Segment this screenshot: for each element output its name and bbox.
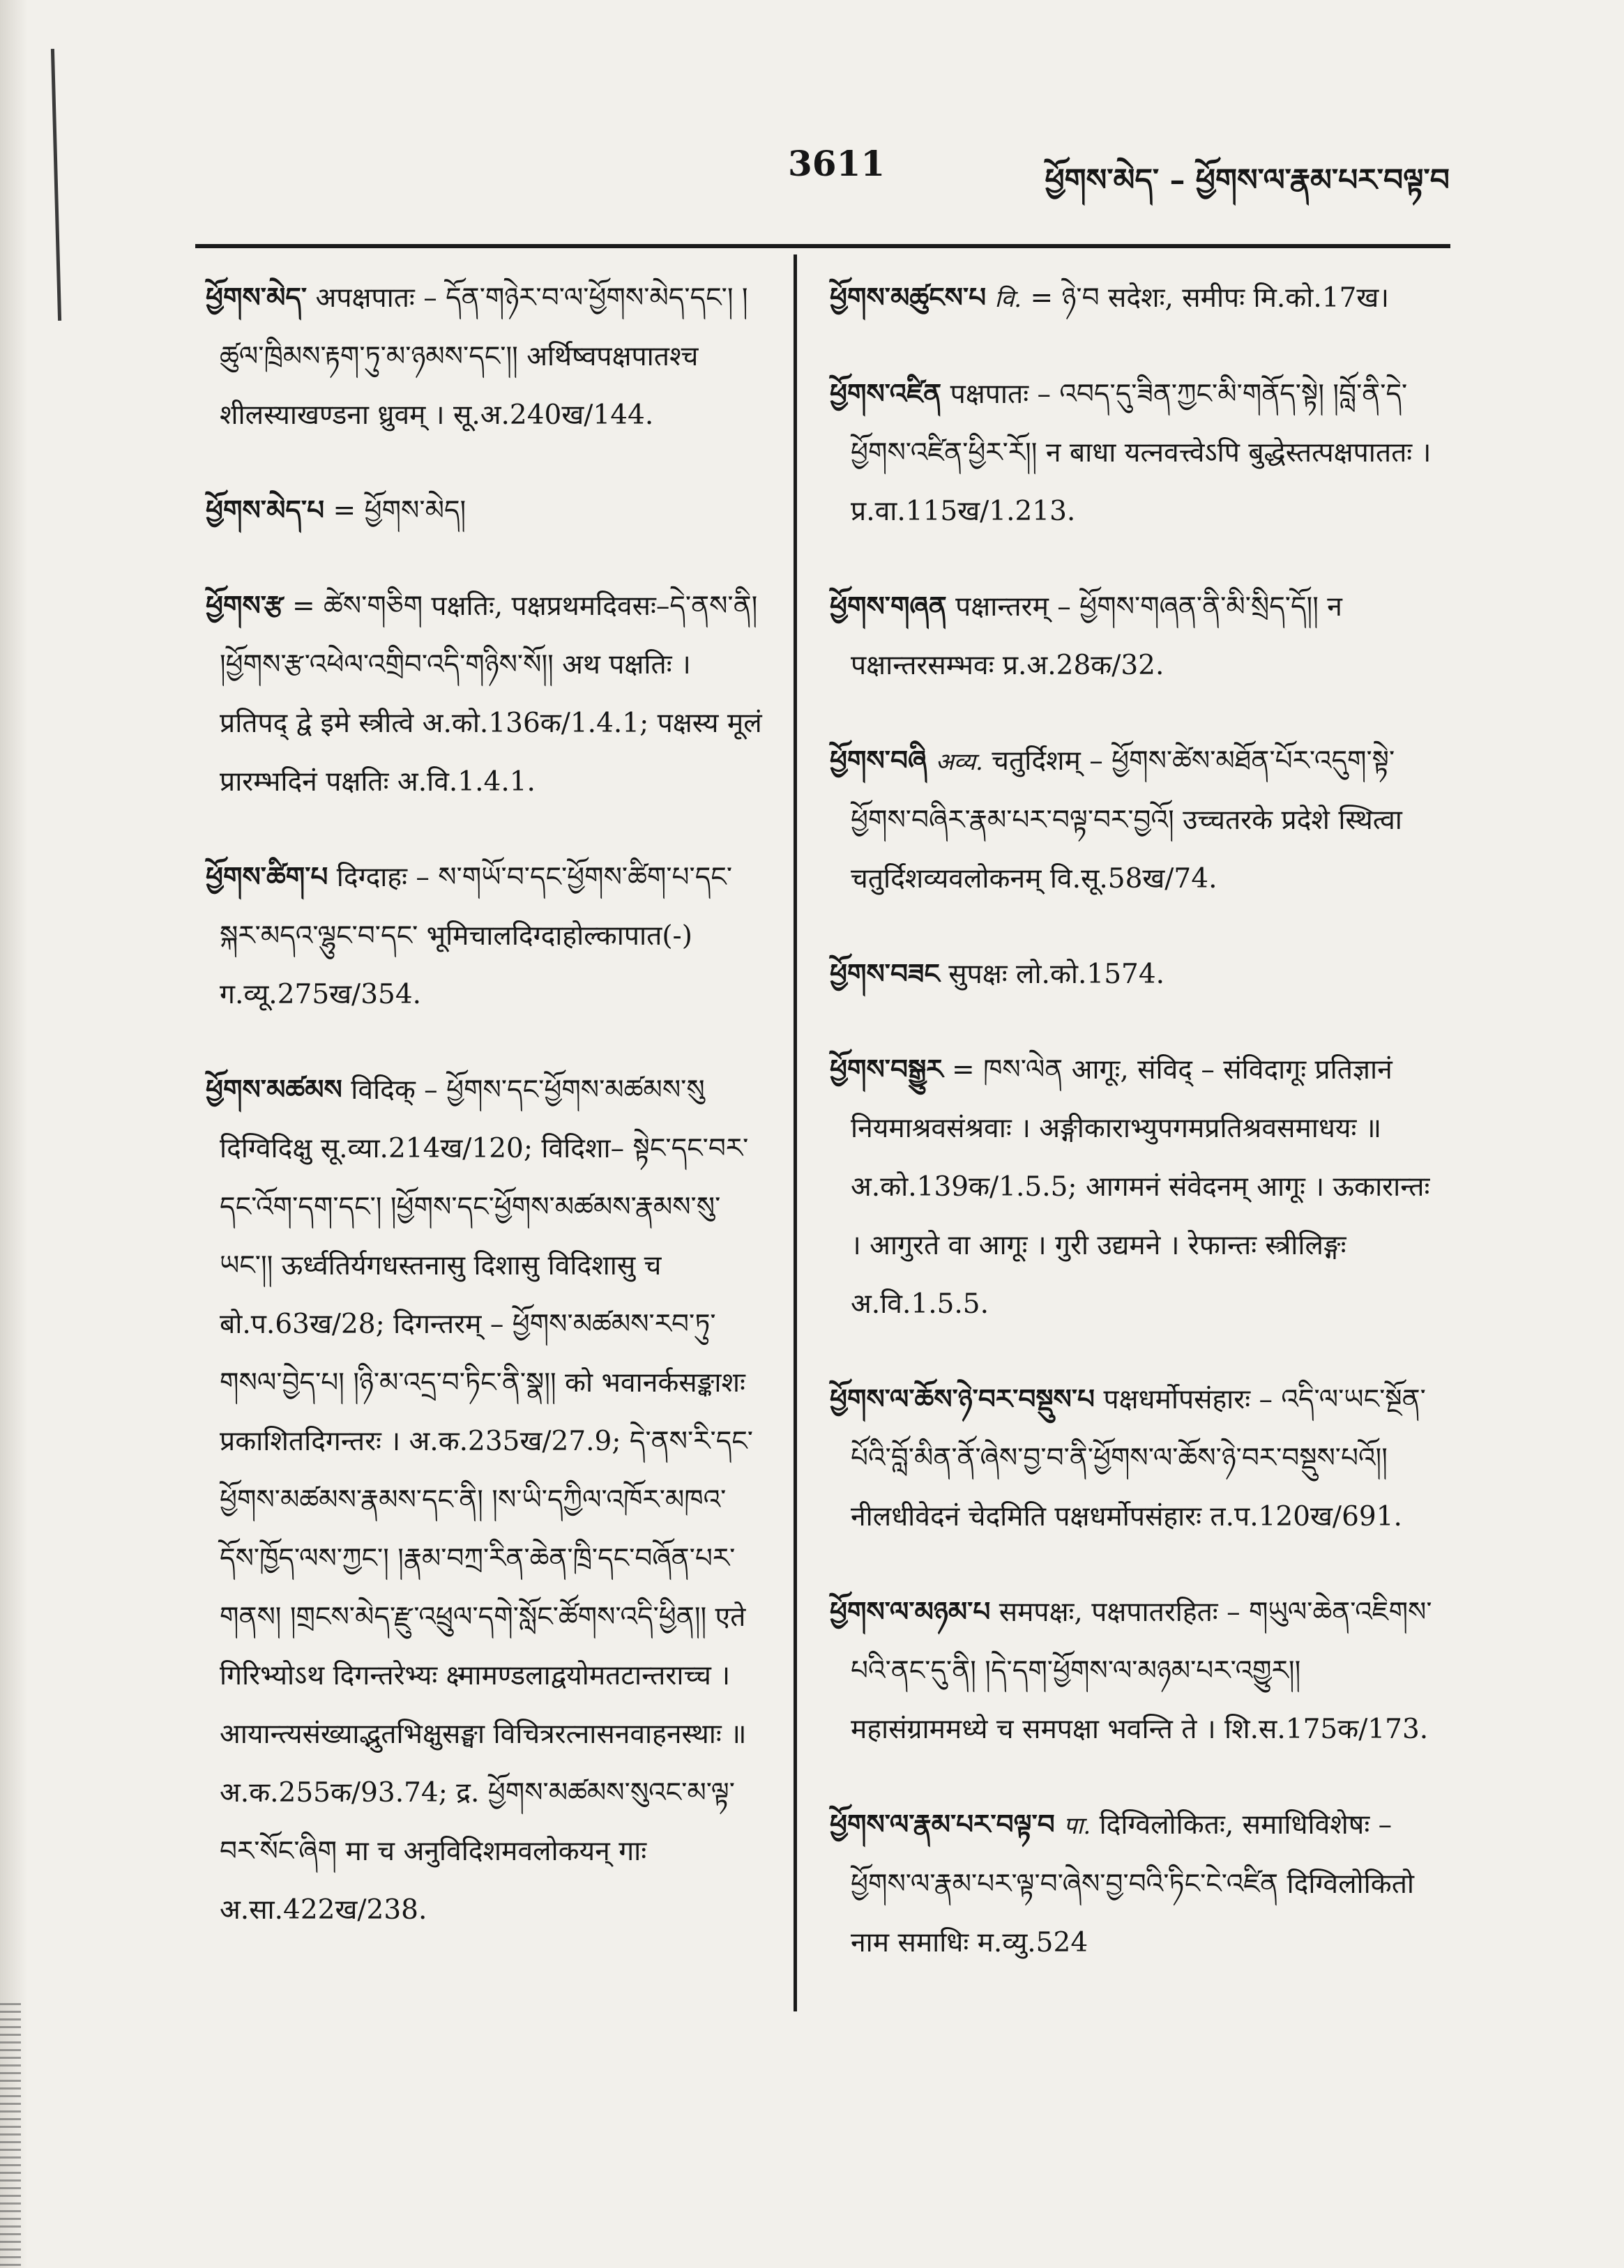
- page-edge-shadow: [0, 0, 28, 2268]
- grammar-label: अव्य.: [935, 748, 983, 776]
- entry-body: पक्षान्तरम् – ཕྱོགས་གཞན་ནི་མི་སྲིད་དོ།། न पक्षान्तरसम्भवः प्र.अ.28क/32.: [851, 591, 1342, 681]
- left-column: [206, 268, 764, 1976]
- margin-scratch-mark: [51, 49, 61, 321]
- grammar-label: पा.: [1063, 1812, 1091, 1840]
- entry-headword: ཕྱོགས་མེད་: [206, 282, 308, 314]
- entry-headword: ཕྱོགས་མཚུངས་པ: [830, 282, 987, 314]
- entry-headword: ཕྱོགས་ལ་ཆོས་ཉེ་བར་བསྡུས་པ: [830, 1383, 1095, 1415]
- entry-headword: ཕྱོགས་མཚམས: [206, 1074, 342, 1106]
- entry-headword: ཕྱོགས་ཚིག་པ: [206, 861, 328, 893]
- entry-body: = ཁས་ལེན आगूः, संविद् – संविदागूः प्रतिज्ञानं नियमाश्रवसंश्रवाः । अङ्गीकाराभ्युपगमप्रतिश्रवसमाधयः ॥ अ.को.139क/1.5.5; आगमनं संवेदनम् आगूः । ऊकारान्तः । आगुरते वा आगूः । गुरी उद्यमने । रेफान्तः स्त्रीलिङ्गः अ.वि.1.5.5.: [851, 1054, 1430, 1320]
- entry-body: = ཚེས་གཅིག पक्षतिः, पक्षप्रथमदिवसः–དེ་ནས་ནི། །ཕྱོགས་རྩ་འཕེལ་འགྲིབ་འདི་གཉིས་སོ།། अथ पक्षतिः । प्रतिपद् द्वे इमे स्त्रीत्वे अ.को.136क/1.4.1; पक्षस्य मूलं प्रारम्भदिनं पक्षतिः अ.वि.1.4.1.: [220, 591, 762, 798]
- entry-body: अपक्षपातः – དོན་གཉེར་བ་ལ་ཕྱོགས་མེད་དང་། །ཚུལ་ཁྲིམས་རྟག་ཏུ་མ་ཉམས་དང་།། अर्थिष्वपक्षपातश्च शीलस्याखण्डना ध्रुवम् । सू.अ.240ख/144.: [220, 282, 748, 431]
- entry-headword: ཕྱོགས་མེད་པ: [206, 494, 325, 526]
- dictionary-entry: [206, 1060, 764, 1940]
- dictionary-entry: [830, 1370, 1440, 1546]
- entry-body: पक्षपातः – འབད་དུ་ཟིན་ཀྱང་མི་གནོད་སྟེ། །བློ་ནི་དེ་ཕྱོགས་འཛིན་ཕྱིར་རོ།། न बाधा यत्नवत्त्वेऽपि बुद्धेस्तत्पक्षपाततः । प्र.वा.115ख/1.213.: [851, 379, 1432, 527]
- entry-body: चतुर्दिशम् – ཕྱོགས་ཚེས་མཐོན་པོར་འདུག་སྟེ་ཕྱོགས་བཞིར་རྣམ་པར་བལྟ་བར་བྱའོ། उच्चतरके प्रदेशे स्थित्वा चतुर्दिशव्यवलोकनम् वि.सू.58ख/74.: [851, 745, 1402, 895]
- page-header: [788, 143, 1450, 206]
- dictionary-entry: [206, 268, 764, 445]
- header-rule: [195, 244, 1450, 248]
- entry-body: = ཕྱོགས་མེད།: [333, 495, 466, 526]
- dictionary-entry: [830, 365, 1440, 541]
- entry-body: दिग्दाहः – ས་གཡོ་བ་དང་ཕྱོགས་ཚིག་པ་དང་སྐར་མདའ་ལྷུང་བ་དང་ भूमिचालदिग्दाहोल्कापात(-) ग.व्यू.275ख/354.: [220, 862, 733, 1010]
- dictionary-entry: [830, 1040, 1440, 1334]
- entry-headword: ཕྱོགས་ལ་རྣམ་པར་བལྟ་བ: [830, 1809, 1055, 1841]
- entry-body: दिग्विलोकितः, समाधिविशेषः – ཕྱོགས་ལ་རྣམ་པར་ལྟ་བ་ཞེས་བྱ་བའི་ཏིང་ངེ་འཛིན दिग्विलोकितो नाम समाधिः म.व्यु.524: [851, 1809, 1415, 1958]
- dictionary-entry: [830, 945, 1440, 1004]
- dictionary-entry: [830, 268, 1440, 328]
- right-column: [830, 268, 1440, 2009]
- page-number: 3611: [788, 143, 886, 184]
- entry-body: सुपक्षः लो.को.1574.: [948, 959, 1165, 990]
- entry-headword: ཕྱོགས་བཟང: [830, 958, 940, 990]
- entry-body: समपक्षः, पक्षपातरहितः – གཡུལ་ཆེན་འཇིགས་པའི་ནང་དུ་ནི། །དེ་དག་ཕྱོགས་ལ་མཉམ་པར་འགྱུར།། महासंग्राममध्ये च समपक्षा भवन्ति ते । शि.स.175क/173.: [851, 1597, 1432, 1745]
- entry-body: विदिक् – ཕྱོགས་དང་ཕྱོགས་མཚམས་སུ दिग्विदिक्षु सू.व्या.214ख/120; विदिशा– སྟེང་དང་བར་དང་འོག་དག་དང་། །ཕྱོགས་དང་ཕྱོགས་མཚམས་རྣམས་སུ་ཡང་།། ऊर्ध्वतिर्यगधस्तनासु दिशासु विदिशासु च बो.प.63ख/28; दिगन्तरम् – ཕྱོགས་མཚམས་རབ་ཏུ་གསལ་བྱེད་པ། །ཉི་མ་འདྲ་བ་ཏིང་ནི་སྣ།། को भवानर्कसङ्काशः प्रकाशितदिगन्तरः । अ.क.235ख/27.9; དེ་ནས་རི་དང་ཕྱོགས་མཚམས་རྣམས་དང་ནི། །ས་ཡི་དཀྱིལ་འཁོར་མཁའ་དོས་ཁྱོད་ལས་ཀྱང་། །རྣམ་བཀྲ་རིན་ཆེན་ཁྲི་དང་བཞོན་པར་གནས། །གྲངས་མེད་རྫུ་འཕྲུལ་དགེ་སློང་ཚོགས་འདི་ཕྱིན།། एते गिरिभ्योऽथ दिगन्तरेभ्यः क्ष्मामण्डलाद्वयोमतटान्तराच्च । आयान्त्यसंख्याद्भुतभिक्षुसङ्घा विचित्ररत्नासनवाहनस्थाः ॥ अ.क.255क/93.74; द्र. ཕྱོགས་མཚམས་སུའང་མ་ལྟ་བར་སོང་ཞིག मा च अनुविदिशमवलोकयन् गाः अ.सा.422ख/238.: [220, 1074, 753, 1926]
- running-head: ཕྱོགས་མེད་ – ཕྱོགས་ལ་རྣམ་པར་བལྟ་བ: [1045, 162, 1450, 198]
- entry-body: पक्षधर्मोपसंहारः – འདི་ལ་ཡང་སྔོན་པོའི་བློ་མིན་ནོ་ཞེས་བྱ་བ་ནི་ཕྱོགས་ལ་ཆོས་ཉེ་བར་བསྡུས་པའོ།། नीलधीवेदनं चेदमिति पक्षधर्मोपसंहारः त.प.120ख/691.: [851, 1384, 1426, 1532]
- entry-headword: ཕྱོགས་གཞན: [830, 591, 947, 623]
- dictionary-entry: [830, 731, 1440, 908]
- corner-scan-noise: [0, 2003, 21, 2268]
- grammar-label: वि.: [994, 285, 1022, 313]
- entry-body: = ཉེ་བ सदेशः, समीपः मि.को.17ख।: [1030, 282, 1390, 314]
- entry-headword: ཕྱོགས་བཞི: [830, 745, 927, 777]
- entry-headword: ཕྱོགས་རྩ: [206, 590, 284, 622]
- entry-headword: ཕྱོགས་ལ་མཉམ་པ: [830, 1596, 991, 1628]
- entry-headword: ཕྱོགས་བསྒྱུར: [830, 1053, 943, 1086]
- dictionary-entry: [206, 577, 764, 812]
- dictionary-entry: [830, 1583, 1440, 1759]
- entry-headword: ཕྱོགས་འཛིན: [830, 378, 942, 410]
- dictionary-entry: [830, 577, 1440, 695]
- column-divider: [794, 254, 797, 2011]
- dictionary-entry: [830, 1795, 1440, 1972]
- dictionary-entry: [206, 481, 764, 540]
- dictionary-entry: [206, 848, 764, 1024]
